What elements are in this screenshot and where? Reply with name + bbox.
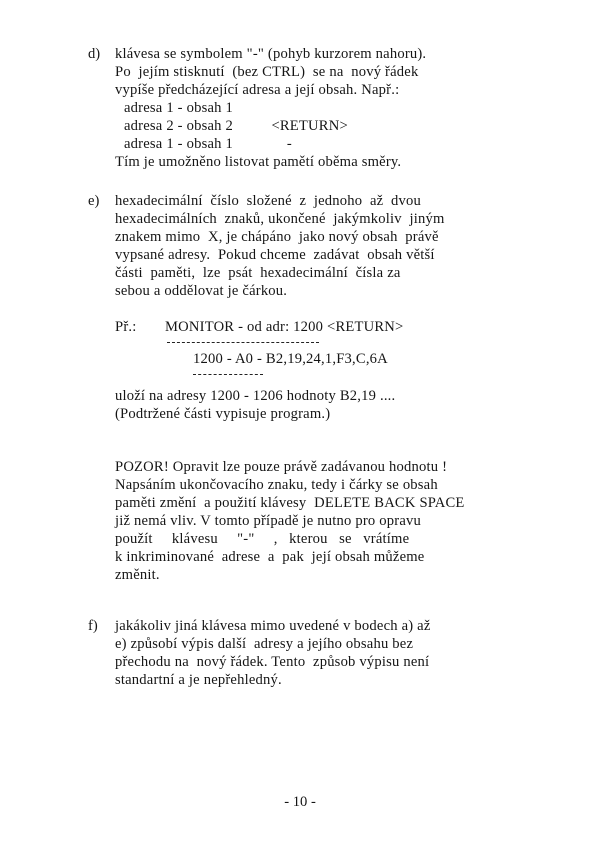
warning-line: Napsáním ukončovacího znaku, tedy i čárky se obsah	[115, 477, 438, 493]
item-d-example-line: adresa 1 - obsah 1	[124, 100, 233, 116]
item-e-line: části paměti, lze psát hexadecimální čísla za	[115, 265, 401, 281]
example-monitor-line: MONITOR - od adr: 1200 <RETURN>	[165, 319, 404, 335]
page-number: - 10 -	[284, 794, 316, 810]
warning-line: k inkriminované adrese a pak její obsah můžeme	[115, 549, 425, 565]
warning-line: paměti změní a použití klávesy DELETE BACK SPACE	[115, 495, 465, 511]
example-output-line: 1200 - A0 - B2,19,24,1,F3,C,6A	[193, 351, 388, 367]
item-e-line: znakem mimo X, je chápáno jako nový obsah právě	[115, 229, 439, 245]
item-d-example-line: adresa 1 - obsah 1 -	[124, 136, 292, 152]
item-d-line: vypíše předcházející adresa a její obsah. Např.:	[115, 82, 400, 98]
example-after-line: (Podtržené části vypisuje program.)	[115, 406, 331, 422]
item-e-line: hexadecimálních znaků, ukončené jakýmkoliv jiným	[115, 211, 445, 227]
item-d-marker: d)	[88, 46, 101, 62]
item-f-line: jakákoliv jiná klávesa mimo uvedené v bodech a) až	[115, 618, 431, 634]
item-f-line: standartní a je nepřehledný.	[115, 672, 282, 688]
item-d-example-line: adresa 2 - obsah 2 <RETURN>	[124, 118, 348, 134]
item-f-marker: f)	[88, 618, 98, 634]
warning-line: POZOR! Opravit lze pouze právě zadávanou hodnotu !	[115, 459, 448, 475]
item-f-line: e) způsobí výpis další adresy a jejího obsahu bez	[115, 636, 414, 652]
item-d-line: Po jejím stisknutí (bez CTRL) se na nový řádek	[115, 64, 419, 80]
item-e-line: hexadecimální číslo složené z jednoho až dvou	[115, 193, 422, 209]
example-prefix: Př.:	[115, 319, 137, 335]
warning-line: již nemá vliv. V tomto případě je nutno pro opravu	[115, 513, 422, 529]
item-f-line: přechodu na nový řádek. Tento způsob výpisu není	[115, 654, 430, 670]
item-e-line: sebou a oddělovat je čárkou.	[115, 283, 288, 299]
example-after-line: uloží na adresy 1200 - 1206 hodnoty B2,19 ....	[115, 388, 396, 404]
warning-line: použít klávesu "-" , kterou se vrátíme	[115, 531, 410, 547]
underline-rule	[167, 342, 319, 343]
warning-line: změnit.	[115, 567, 160, 583]
item-d-line: klávesa se symbolem "-" (pohyb kurzorem nahoru).	[115, 46, 427, 62]
item-e-marker: e)	[88, 193, 100, 209]
item-e-line: vypsané adresy. Pokud chceme zadávat obsah větší	[115, 247, 435, 263]
item-d-line: Tím je umožněno listovat pamětí oběma směry.	[115, 154, 402, 170]
underline-rule	[193, 374, 263, 375]
